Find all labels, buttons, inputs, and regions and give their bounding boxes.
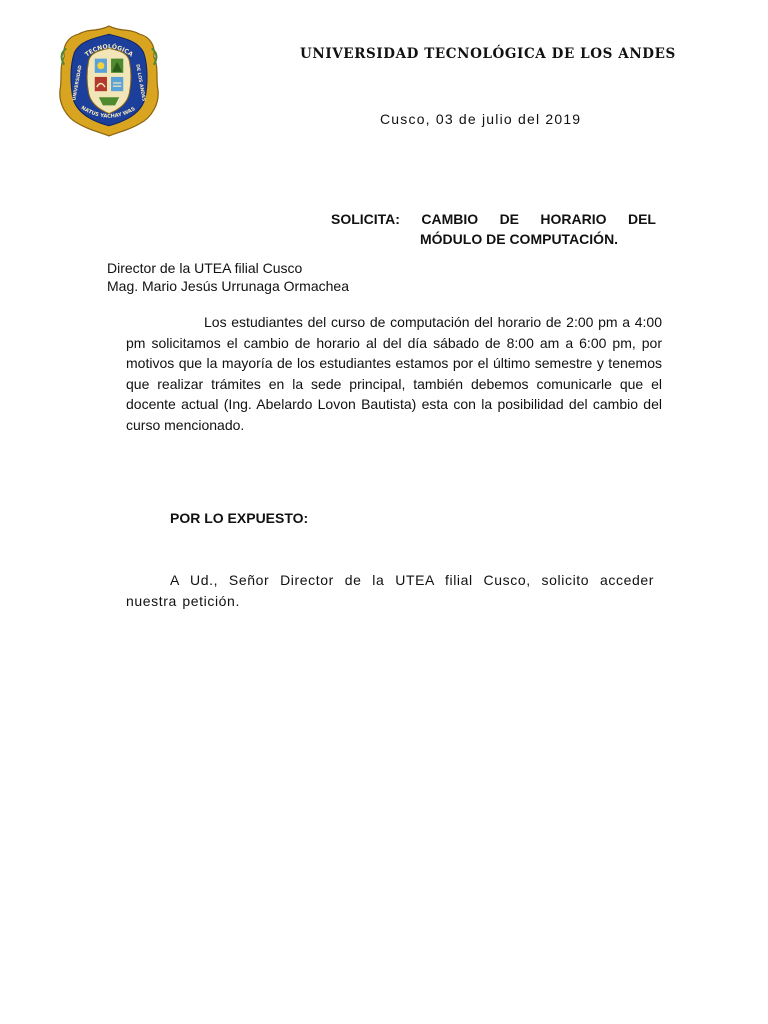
subject-word: HORARIO (540, 211, 607, 227)
closing-heading: POR LO EXPUESTO: (170, 510, 309, 526)
subject-line-1 (331, 209, 656, 229)
recipient-title: Director de la UTEA filial Cusco (107, 260, 303, 276)
recipient-block (107, 259, 349, 295)
closing-paragraph: A Ud., Señor Director de la UTEA filial Cusco, solicito acceder nuestra petición. (126, 572, 654, 609)
crest-text-right: DE LOS ANDES (134, 63, 146, 102)
body-paragraph: Los estudiantes del curso de computación del horario de 2:00 pm a 4:00 pm solicitamos el cambio de horario al del día sábado de 8:00 am a 6:00 pm, por motivos que la mayoría de los estudiantes estamos por el último semestre y tenemos que realizar trámites en la sede principal, también debemos comunicarle que el docente actual (Ing. Abelardo Lovon Bautista) esta con la posibilidad del cambio del curso mencionado. (126, 314, 662, 433)
crest-text-left: UNIVERSIDAD (72, 64, 84, 101)
university-name: UNIVERSIDAD TECNOLÓGICA DE LOS ANDES (300, 46, 676, 62)
subject-word: CAMBIO (421, 211, 479, 227)
date-line: Cusco, 03 de julio del 2019 (380, 111, 582, 127)
crest-text-bottom: NATUS YACHAY WAS (79, 105, 137, 120)
university-crest-icon (58, 24, 160, 138)
subject-label: SOLICITA: (331, 211, 400, 227)
subject-line-2: MÓDULO DE COMPUTACIÓN. (420, 231, 619, 247)
subject-block (331, 209, 656, 249)
subject-word: DE (499, 211, 520, 227)
subject-word: DEL (627, 211, 656, 227)
recipient-name: Mag. Mario Jesús Urrunaga Ormachea (107, 278, 349, 294)
crest-text-top: TECNOLÓGICA (83, 43, 135, 59)
